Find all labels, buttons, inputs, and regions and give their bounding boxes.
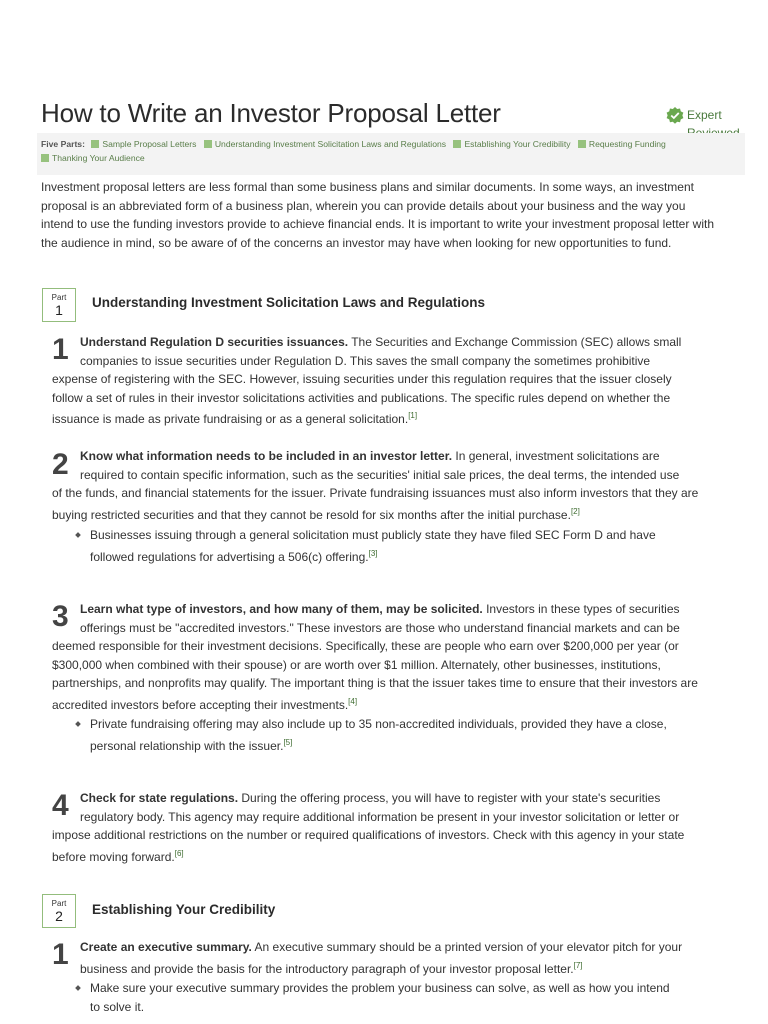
step-text: Check for state regulations. During the offering process, you will have to register with your state's securities regulatory body. This agency may require additional information be present in your investor solicitation or letter or impose additional restrictions on the number or required qualifications of investors. Check with this agency in your state before moving forward.[6]: [52, 791, 685, 864]
step-number: 1: [52, 333, 69, 366]
reference-link[interactable]: [7]: [573, 960, 583, 970]
bullet-item: Make sure your executive summary provides the problem your business can solve, as well as how you intend to solve it.: [76, 979, 676, 1016]
step-text: Create an executive summary. An executive summary should be a printed version of your elevator pitch for your business and provide the basis for the introductory paragraph of your investor proposal letter.[7]: [80, 940, 683, 976]
bullet-item: Private fundraising offering may also include up to 35 non-accredited individuals, provided they have a close, personal relationship with the issuer.[5]: [76, 715, 676, 755]
diamond-bullet-icon: [75, 985, 81, 991]
part-title: Establishing Your Credibility: [92, 902, 276, 917]
reference-link[interactable]: [3]: [368, 548, 378, 558]
step-number: 2: [52, 448, 69, 481]
part-badge: Part 2: [42, 894, 76, 928]
parts-nav-link[interactable]: Sample Proposal Letters: [91, 139, 196, 149]
part-title: Understanding Investment Solicitation Laws and Regulations: [92, 295, 486, 310]
check-seal-icon: [666, 107, 684, 125]
square-bullet-icon: [41, 154, 49, 162]
square-bullet-icon: [91, 140, 99, 148]
parts-navigation: [37, 133, 745, 175]
reference-link[interactable]: [4]: [348, 696, 358, 706]
parts-nav-link[interactable]: Requesting Funding: [578, 139, 666, 149]
step-number: 3: [52, 600, 69, 633]
intro-paragraph: Investment proposal letters are less formal than some business plans and similar documents. In some ways, an investment proposal is an abbreviated form of a business plan, wherein you can provide details about your business and the way you intend to use the funding investors provide to achieve financial ends. It is important to write your investment proposal letter with the audience in mind, so be aware of of the concerns an investor may have when looking for new opportunities to fund.: [41, 180, 715, 250]
step-number: 4: [52, 789, 69, 822]
page-title: How to Write an Investor Proposal Letter: [41, 98, 501, 128]
step-text: Learn what type of investors, and how many of them, may be solicited. Investors in these types of securities offerings must be "accredited investors." These investors are those who understand financial markets and can be deemed responsible for their investment decisions. Specifically, these are people who earn over $200,000 per year (or $300,000 when combined with their spouse) or are worth over $1 million. Alternately, other businesses, institutions, partnerships, and nonprofits may qualify. The important thing is that the issuer takes time to ensure that their investors are accredited investors before accepting their investments.[4]: [52, 602, 698, 712]
step-text: Know what information needs to be included in an investor letter. In general, investment solicitations are required to contain specific information, such as the securities' initial sale prices, the deal terms, the intended use of the funds, and financial statements for the issuer. Private fundraising issuances must also inform investors that they are buying restricted securities and that they cannot be resold for six months after the initial purchase.[2]: [52, 449, 699, 522]
part-badge: Part 1: [42, 288, 76, 322]
parts-nav-link[interactable]: Establishing Your Credibility: [453, 139, 570, 149]
reference-link[interactable]: [5]: [283, 737, 293, 747]
square-bullet-icon: [453, 140, 461, 148]
step-text: Understand Regulation D securities issuances. The Securities and Exchange Commission (SEC) allows small companies to issue securities under Regulation D. This saves the small company the sometimes prohibitive expense of registering with the SEC. However, issuing securities under this regulation requires that the issuer closely follow a set of rules in their investor solicitations activities and publications. The specific rules depend on whether the issuance is made as private fundraising or as a general solicitation.[1]: [52, 335, 682, 426]
parts-nav-lead: Five Parts:: [41, 139, 85, 149]
diamond-bullet-icon: [75, 721, 81, 727]
step-number: 1: [52, 938, 69, 971]
reference-link[interactable]: [2]: [570, 506, 580, 516]
diamond-bullet-icon: [75, 532, 81, 538]
reference-link[interactable]: [1]: [408, 411, 418, 420]
reference-link[interactable]: [6]: [174, 848, 184, 858]
expert-reviewed-label: Expert: [687, 108, 722, 122]
square-bullet-icon: [204, 140, 212, 148]
parts-nav-link[interactable]: Understanding Investment Solicitation Laws and Regulations: [204, 139, 446, 149]
square-bullet-icon: [578, 140, 586, 148]
bullet-item: Businesses issuing through a general solicitation must publicly state they have filed SEC Form D and have followed regulations for advertising a 506(c) offering.[3]: [76, 526, 676, 566]
parts-nav-link[interactable]: Thanking Your Audience: [41, 153, 145, 163]
